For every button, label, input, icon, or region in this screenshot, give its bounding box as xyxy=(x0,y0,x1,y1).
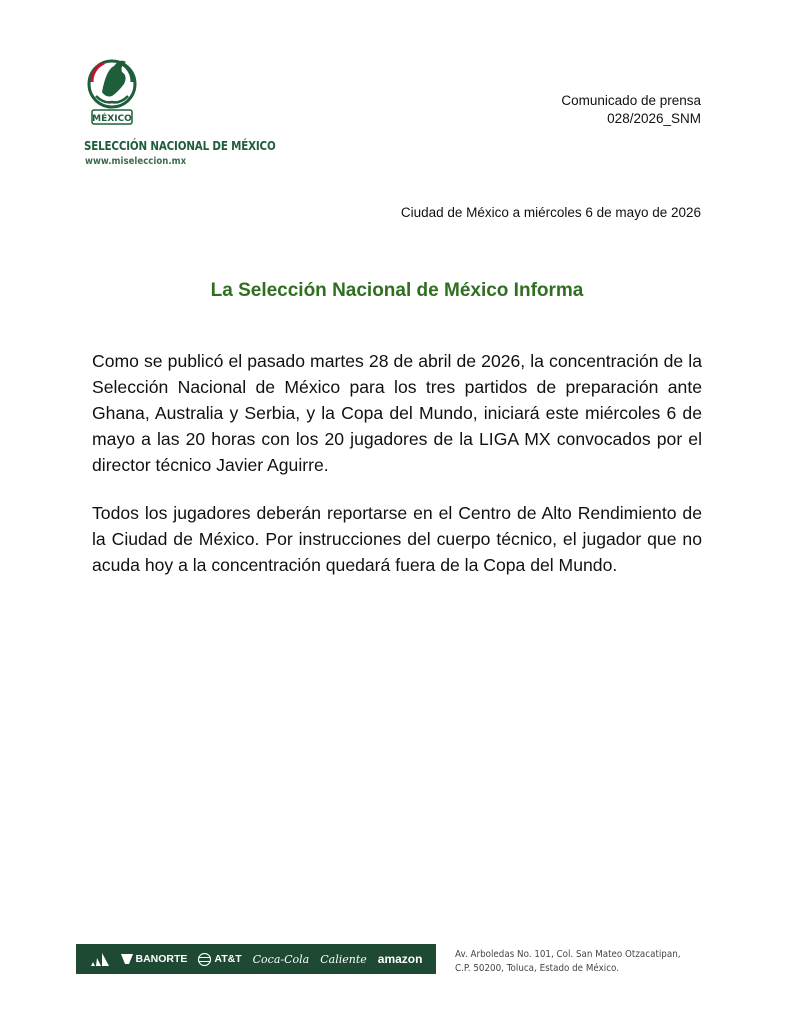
press-release-number: 028/2026_SNM xyxy=(607,111,701,126)
address-line: Av. Arboledas No. 101, Col. San Mateo Otzacatipan, xyxy=(455,949,681,960)
federation-crest-logo xyxy=(84,52,140,128)
press-release-info xyxy=(561,92,701,128)
sponsor-adidas xyxy=(90,952,110,966)
att-globe-icon xyxy=(198,953,211,966)
address-line: C.P. 50200, Toluca, Estado de México. xyxy=(455,963,619,974)
banorte-icon xyxy=(121,954,133,964)
sponsor-banorte xyxy=(121,953,188,965)
paragraph: Todos los jugadores deberán reportarse en el Centro de Alto Rendimiento de la Ciudad de México. Por instrucciones del cuerpo técnico, el jugador que no acuda hoy a la concentración quedará fuera de la Copa del Mundo. xyxy=(92,503,702,575)
address xyxy=(455,948,681,976)
org-name: SELECCIÓN NACIONAL DE MÉXICO xyxy=(84,139,276,153)
sponsor-caliente: Caliente xyxy=(320,952,367,966)
sponsor-band xyxy=(76,944,436,974)
place-date: Ciudad de México a miércoles 6 de mayo de 2026 xyxy=(400,205,701,220)
sponsor-amazon: amazon xyxy=(377,952,423,966)
body-text xyxy=(92,348,702,600)
sponsor-coca-cola: Coca-Cola xyxy=(252,952,310,966)
logo-text: MÉXICO xyxy=(92,114,132,124)
press-release-label: Comunicado de prensa xyxy=(561,93,701,108)
paragraph: Como se publicó el pasado martes 28 de abril de 2026, la concentración de la Selección Nacional de México para los tres partidos de preparación ante Ghana, Australia y Serbia, y la Copa del Mundo, iniciará este miércoles 6 de mayo a las 20 horas con los 20 jugadores de la LIGA MX convocados por el director técnico Javier Aguirre. xyxy=(92,351,702,475)
website-link[interactable]: www.miseleccion.mx xyxy=(85,156,187,167)
document-title: La Selección Nacional de México Informa xyxy=(210,280,584,301)
adidas-icon xyxy=(90,952,110,966)
sponsor-att xyxy=(198,953,241,966)
sponsor-att-label: AT&T xyxy=(214,953,242,965)
sponsor-banorte-label: BANORTE xyxy=(135,953,188,965)
